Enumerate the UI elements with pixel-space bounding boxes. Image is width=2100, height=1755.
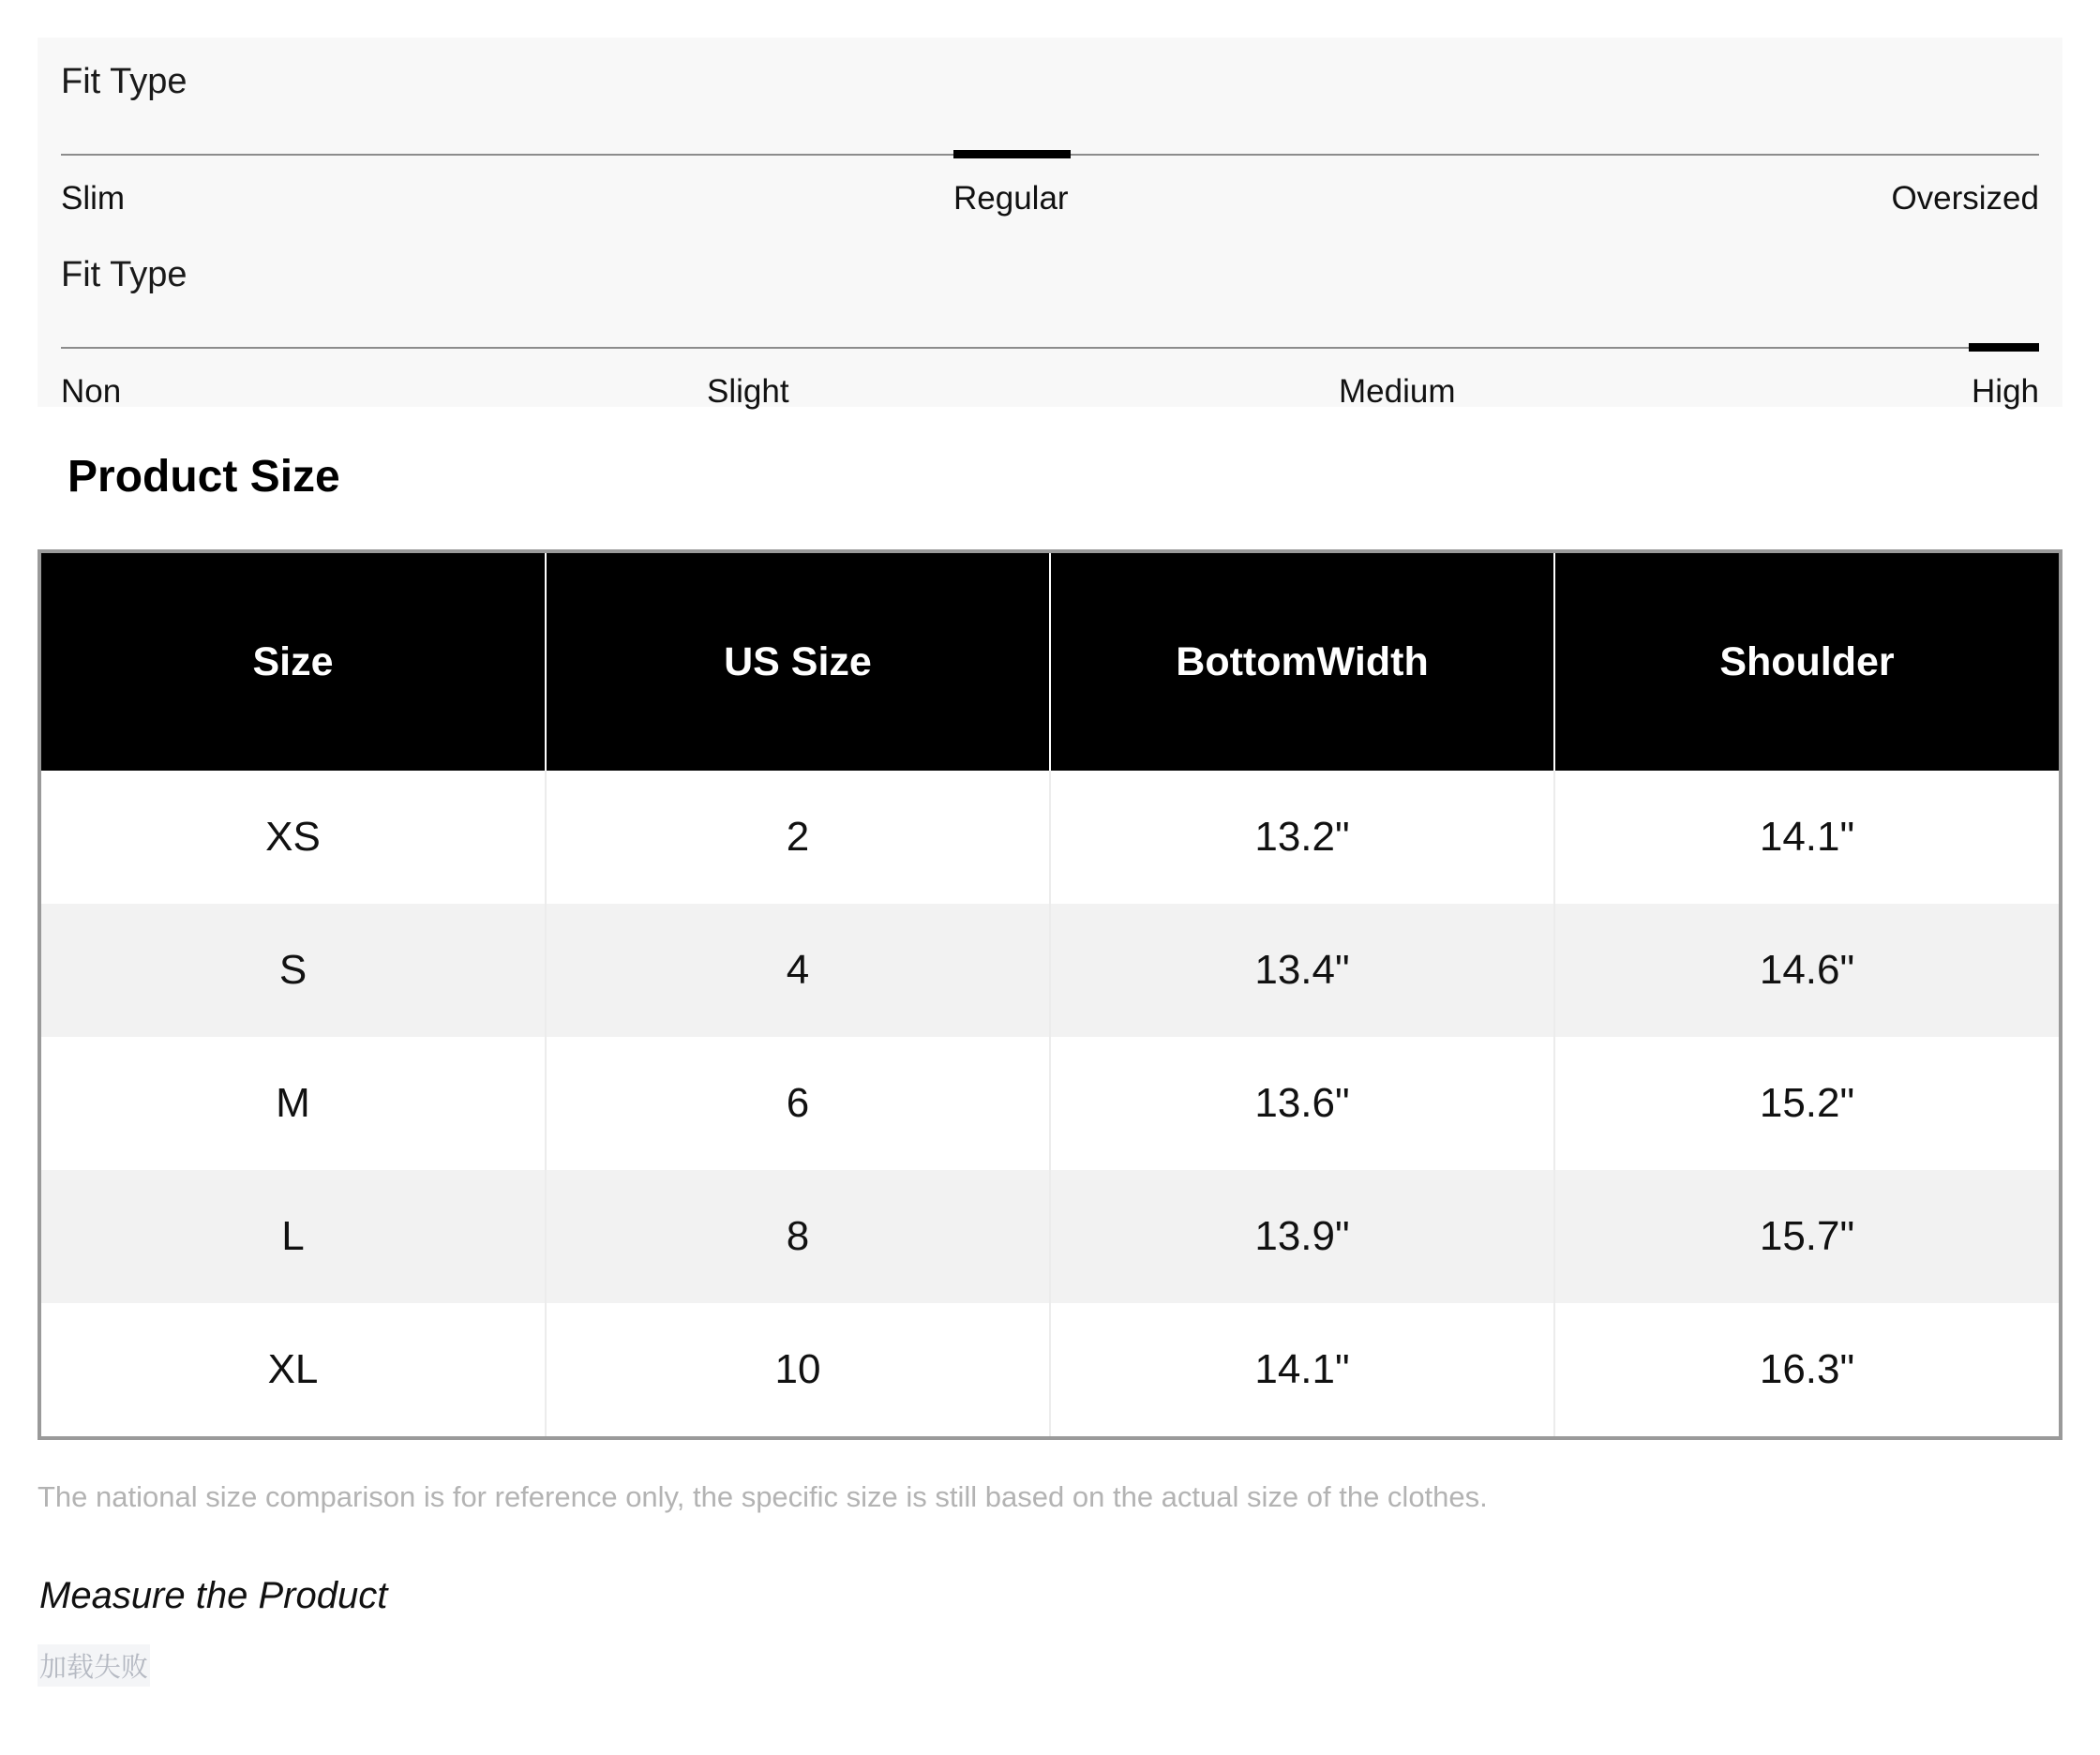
cell-bottom-width: 13.4" <box>1050 904 1554 1037</box>
cell-bottom-width: 14.1" <box>1050 1303 1554 1436</box>
column-header-size: Size <box>41 553 546 771</box>
cell-shoulder: 15.2" <box>1554 1037 2059 1170</box>
cell-size: S <box>41 904 546 1037</box>
size-table <box>41 553 2059 1436</box>
fit-type-indicator <box>953 150 1071 158</box>
stretch-label-high: High <box>1972 373 2039 410</box>
cell-shoulder: 14.6" <box>1554 904 2059 1037</box>
fit-label-slim: Slim <box>61 180 126 217</box>
table-row <box>41 1170 2059 1303</box>
size-disclaimer: The national size comparison is for reference only, the specific size is still based on the actual size of the clothes. <box>38 1480 1488 1513</box>
stretch-label-slight: Slight <box>707 373 789 410</box>
measure-title: Measure the Product <box>39 1575 388 1616</box>
stretch-label-non: Non <box>61 373 122 410</box>
column-header-us-size: US Size <box>546 553 1050 771</box>
stretch-track <box>61 347 2039 349</box>
cell-us-size: 2 <box>546 771 1050 904</box>
cell-size: XL <box>41 1303 546 1436</box>
stretch-title: Fit Type <box>61 255 188 294</box>
cell-shoulder: 16.3" <box>1554 1303 2059 1436</box>
cell-us-size: 4 <box>546 904 1050 1037</box>
cell-size: L <box>41 1170 546 1303</box>
cell-bottom-width: 13.9" <box>1050 1170 1554 1303</box>
cell-size: M <box>41 1037 546 1170</box>
fit-type-scale <box>61 64 2039 232</box>
stretch-indicator <box>1969 343 2039 352</box>
table-row <box>41 771 2059 904</box>
column-header-shoulder: Shoulder <box>1554 553 2059 771</box>
cell-us-size: 8 <box>546 1170 1050 1303</box>
image-load-failed-placeholder: 加载失败 <box>38 1644 150 1687</box>
table-row <box>41 904 2059 1037</box>
cell-us-size: 10 <box>546 1303 1050 1436</box>
stretch-label-medium: Medium <box>1339 373 1456 410</box>
table-row <box>41 1303 2059 1436</box>
table-header-row <box>41 553 2059 771</box>
cell-size: XS <box>41 771 546 904</box>
fit-type-title: Fit Type <box>61 62 188 101</box>
product-size-title: Product Size <box>68 452 340 502</box>
fit-label-oversized: Oversized <box>1891 180 2039 217</box>
table-row <box>41 1037 2059 1170</box>
cell-shoulder: 14.1" <box>1554 771 2059 904</box>
cell-bottom-width: 13.2" <box>1050 771 1554 904</box>
cell-us-size: 6 <box>546 1037 1050 1170</box>
stretch-scale <box>61 255 2039 410</box>
cell-shoulder: 15.7" <box>1554 1170 2059 1303</box>
size-table-container <box>38 549 2062 1440</box>
fit-panel <box>38 38 2062 410</box>
fit-label-regular: Regular <box>953 180 1069 217</box>
column-header-bottom-width: BottomWidth <box>1050 553 1554 771</box>
cell-bottom-width: 13.6" <box>1050 1037 1554 1170</box>
